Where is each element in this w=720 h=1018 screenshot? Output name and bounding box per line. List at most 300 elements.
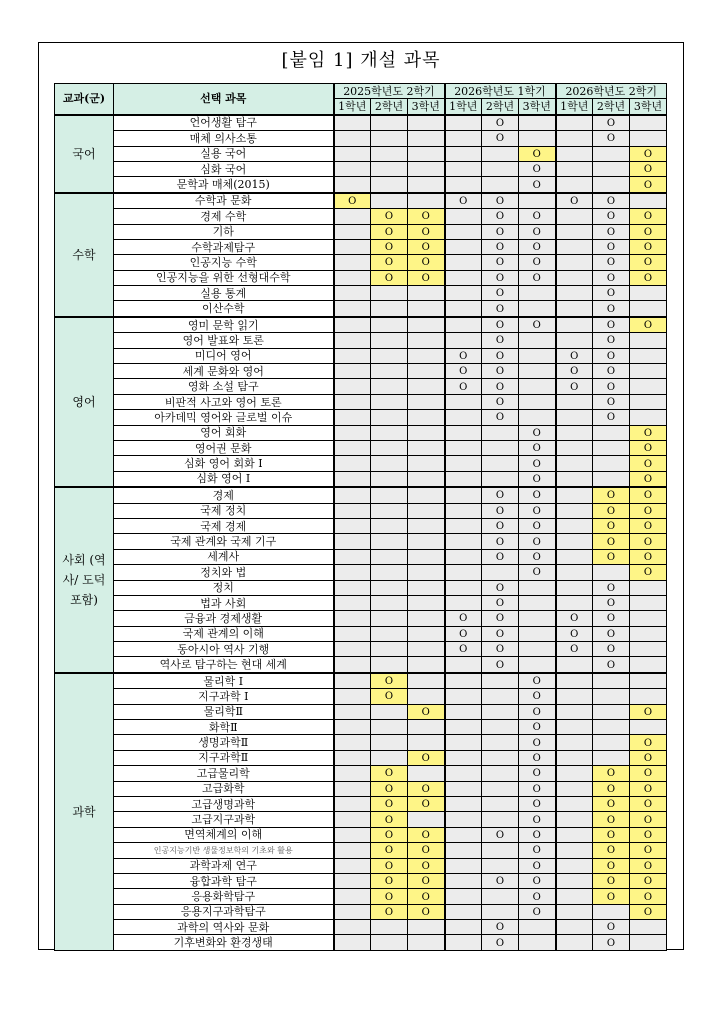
table-row <box>55 394 667 409</box>
offering-cell <box>445 642 482 657</box>
offering-cell <box>630 750 667 765</box>
header-grade: 3학년 <box>519 99 556 115</box>
subject-name: 실용 국어 <box>114 146 334 161</box>
table-row <box>55 735 667 750</box>
table-row <box>55 766 667 781</box>
offering-cell <box>630 720 667 735</box>
offering-cell <box>371 827 408 842</box>
offered-mark: O <box>495 133 505 145</box>
offering-cell <box>630 456 667 471</box>
offering-cell <box>630 642 667 657</box>
offered-mark: O <box>532 211 541 223</box>
offering-cell <box>371 503 408 518</box>
offering-cell <box>408 394 445 409</box>
offering-cell <box>371 889 408 904</box>
offering-cell <box>519 611 556 626</box>
subject-name: 세계사 <box>114 549 334 564</box>
offered-mark: O <box>384 845 394 857</box>
offered-mark: O <box>643 567 653 579</box>
offered-mark: O <box>495 381 505 393</box>
offering-cell <box>445 889 482 904</box>
offering-cell <box>556 161 593 176</box>
offering-cell <box>408 161 445 176</box>
group-name: 과학 <box>55 673 114 951</box>
offering-cell <box>593 534 630 549</box>
table-row <box>55 935 667 950</box>
table-row <box>55 425 667 440</box>
offering-cell <box>445 580 482 595</box>
offering-cell <box>519 781 556 796</box>
subject-name: 문학과 매체(2015) <box>114 177 334 193</box>
offered-mark: O <box>606 644 616 656</box>
offering-cell <box>334 255 371 270</box>
offering-cell <box>445 704 482 719</box>
offering-cell <box>519 131 556 146</box>
offering-cell <box>556 487 593 503</box>
offered-mark: O <box>495 350 505 362</box>
offering-cell <box>630 595 667 610</box>
table-row <box>55 858 667 873</box>
offering-cell <box>371 364 408 379</box>
offered-mark: O <box>532 551 541 563</box>
offering-cell <box>519 565 556 580</box>
table-row <box>55 889 667 904</box>
offering-cell <box>593 935 630 950</box>
offering-cell <box>334 270 371 285</box>
offered-mark: O <box>532 891 541 903</box>
offering-cell <box>371 440 408 455</box>
offering-cell <box>445 858 482 873</box>
offering-cell <box>630 518 667 533</box>
offered-mark: O <box>495 242 505 254</box>
offering-cell <box>519 301 556 317</box>
offering-cell <box>482 843 519 858</box>
offering-cell <box>371 843 408 858</box>
offering-cell <box>445 364 482 379</box>
offering-cell <box>630 224 667 239</box>
offering-cell <box>371 595 408 610</box>
offered-mark: O <box>421 891 430 903</box>
offering-cell <box>408 364 445 379</box>
offering-cell <box>408 626 445 641</box>
offering-cell <box>371 720 408 735</box>
table-row <box>55 796 667 811</box>
offered-mark: O <box>643 443 653 455</box>
offering-cell <box>334 394 371 409</box>
subject-name: 물리학Ⅱ <box>114 704 334 719</box>
offering-cell <box>408 487 445 503</box>
offering-cell <box>519 161 556 176</box>
offering-cell <box>371 471 408 487</box>
offering-cell <box>408 843 445 858</box>
offering-cell <box>630 209 667 224</box>
offering-cell <box>371 704 408 719</box>
offering-cell <box>482 503 519 518</box>
offered-mark: O <box>495 257 505 269</box>
group-name: 영어 <box>55 317 114 487</box>
offering-cell <box>334 518 371 533</box>
offering-cell <box>593 270 630 285</box>
offering-cell <box>408 333 445 348</box>
offering-cell <box>593 410 630 425</box>
offered-mark: O <box>495 490 505 502</box>
offering-cell <box>630 704 667 719</box>
offering-cell <box>334 364 371 379</box>
offering-cell <box>445 456 482 471</box>
offering-cell <box>556 580 593 595</box>
offering-cell <box>593 595 630 610</box>
offering-cell <box>408 503 445 518</box>
offering-cell <box>334 704 371 719</box>
offering-cell <box>519 317 556 333</box>
offering-cell <box>445 115 482 131</box>
offering-cell <box>519 827 556 842</box>
offered-mark: O <box>606 536 616 548</box>
offering-cell <box>593 255 630 270</box>
offering-cell <box>408 286 445 301</box>
offering-cell <box>593 379 630 394</box>
subject-name: 정치와 법 <box>114 565 334 580</box>
offering-cell <box>445 595 482 610</box>
offering-cell <box>519 456 556 471</box>
offering-cell <box>593 626 630 641</box>
offering-cell <box>334 766 371 781</box>
offering-cell <box>408 720 445 735</box>
offered-mark: O <box>495 226 505 238</box>
offered-mark: O <box>532 783 541 795</box>
offering-cell <box>408 224 445 239</box>
offering-cell <box>334 193 371 209</box>
offering-cell <box>593 518 630 533</box>
offering-cell <box>334 115 371 131</box>
offering-cell <box>334 440 371 455</box>
table-row <box>55 689 667 704</box>
offered-mark: O <box>421 799 430 811</box>
offered-mark: O <box>570 613 579 625</box>
offering-cell <box>593 301 630 317</box>
subject-name: 인공지능을 위한 선형대수학 <box>114 270 334 285</box>
header-grade: 2학년 <box>593 99 630 115</box>
offered-mark: O <box>384 691 394 703</box>
offering-cell <box>556 843 593 858</box>
offering-cell <box>630 394 667 409</box>
offering-cell <box>519 224 556 239</box>
offering-cell <box>630 827 667 842</box>
offering-cell <box>371 161 408 176</box>
table-row <box>55 224 667 239</box>
offering-cell <box>519 410 556 425</box>
subject-name: 비판적 사고와 영어 토론 <box>114 394 334 409</box>
offering-cell <box>371 301 408 317</box>
offered-mark: O <box>606 412 616 424</box>
offering-cell <box>408 580 445 595</box>
subject-name: 영어권 문화 <box>114 440 334 455</box>
offered-mark: O <box>384 257 394 269</box>
offered-mark: O <box>606 922 616 934</box>
offering-cell <box>408 131 445 146</box>
offering-cell <box>408 827 445 842</box>
table-row <box>55 812 667 827</box>
offering-cell <box>482 920 519 935</box>
offered-mark: O <box>532 845 541 857</box>
offering-cell <box>482 209 519 224</box>
offering-cell <box>556 317 593 333</box>
offering-cell <box>371 333 408 348</box>
offering-cell <box>445 796 482 811</box>
offering-cell <box>519 286 556 301</box>
offered-mark: O <box>421 860 430 872</box>
table-row <box>55 333 667 348</box>
header-grade: 1학년 <box>445 99 482 115</box>
offering-cell <box>630 333 667 348</box>
offering-cell <box>334 131 371 146</box>
offering-cell <box>334 146 371 161</box>
offered-mark: O <box>643 906 653 918</box>
offering-cell <box>445 161 482 176</box>
offering-cell <box>593 471 630 487</box>
subject-name: 기하 <box>114 224 334 239</box>
offering-cell <box>630 904 667 919</box>
offering-cell <box>556 333 593 348</box>
table-row <box>55 873 667 888</box>
offering-cell <box>556 286 593 301</box>
offering-cell <box>556 534 593 549</box>
table-row <box>55 456 667 471</box>
offering-cell <box>593 565 630 580</box>
offering-cell <box>630 146 667 161</box>
offering-cell <box>556 626 593 641</box>
offering-cell <box>334 611 371 626</box>
offering-cell <box>556 781 593 796</box>
offering-cell <box>371 812 408 827</box>
offered-mark: O <box>643 521 653 533</box>
offering-cell <box>408 565 445 580</box>
offered-mark: O <box>532 567 541 579</box>
offering-cell <box>408 239 445 254</box>
offering-cell <box>482 889 519 904</box>
offering-cell <box>445 873 482 888</box>
offered-mark: O <box>606 117 616 129</box>
table-row <box>55 642 667 657</box>
offering-cell <box>482 270 519 285</box>
offering-cell <box>556 766 593 781</box>
offering-cell <box>334 503 371 518</box>
subject-name: 과학의 역사와 문화 <box>114 920 334 935</box>
subject-name: 인공지능기반 생물정보학의 기초와 활용 <box>114 843 334 858</box>
subject-name: 영화 소설 탐구 <box>114 379 334 394</box>
offered-mark: O <box>421 783 430 795</box>
offering-cell <box>630 115 667 131</box>
offered-mark: O <box>643 768 653 780</box>
offering-cell <box>593 364 630 379</box>
offered-mark: O <box>421 706 430 718</box>
offered-mark: O <box>532 226 541 238</box>
offering-cell <box>519 115 556 131</box>
subject-name: 지구과학 I <box>114 689 334 704</box>
subject-name: 법과 사회 <box>114 595 334 610</box>
offered-mark: O <box>384 783 394 795</box>
table-row <box>55 379 667 394</box>
table-row <box>55 843 667 858</box>
offered-mark: O <box>459 350 468 362</box>
offering-cell <box>482 796 519 811</box>
offering-cell <box>593 487 630 503</box>
offered-mark: O <box>532 521 541 533</box>
offering-cell <box>593 333 630 348</box>
subject-name: 화학Ⅱ <box>114 720 334 735</box>
offered-mark: O <box>606 768 616 780</box>
offered-mark: O <box>495 829 505 841</box>
offering-cell <box>556 920 593 935</box>
offering-cell <box>593 348 630 363</box>
offering-cell <box>445 935 482 950</box>
offering-cell <box>556 177 593 193</box>
offering-cell <box>482 611 519 626</box>
offering-cell <box>482 873 519 888</box>
offering-cell <box>630 735 667 750</box>
offering-cell <box>482 812 519 827</box>
offering-cell <box>556 193 593 209</box>
offered-mark: O <box>643 226 653 238</box>
offering-cell <box>556 858 593 873</box>
offering-cell <box>593 704 630 719</box>
subject-name: 매체 의사소통 <box>114 131 334 146</box>
subject-name: 심화 국어 <box>114 161 334 176</box>
offering-cell <box>371 255 408 270</box>
offering-cell <box>408 177 445 193</box>
offering-cell <box>630 657 667 673</box>
offered-mark: O <box>384 272 394 284</box>
offering-cell <box>371 394 408 409</box>
offering-cell <box>556 889 593 904</box>
offering-cell <box>482 456 519 471</box>
offering-cell <box>371 410 408 425</box>
offering-cell <box>408 704 445 719</box>
offering-cell <box>630 580 667 595</box>
offering-cell <box>371 642 408 657</box>
offering-cell <box>371 115 408 131</box>
offering-cell <box>556 131 593 146</box>
offering-cell <box>482 626 519 641</box>
offering-cell <box>482 425 519 440</box>
offering-cell <box>482 440 519 455</box>
offered-mark: O <box>606 381 616 393</box>
offering-cell <box>334 843 371 858</box>
offering-cell <box>408 812 445 827</box>
table-row <box>55 781 667 796</box>
offered-mark: O <box>643 211 653 223</box>
offering-cell <box>334 456 371 471</box>
offering-cell <box>445 379 482 394</box>
offered-mark: O <box>459 381 468 393</box>
offering-cell <box>334 750 371 765</box>
offering-cell <box>556 873 593 888</box>
offering-cell <box>445 131 482 146</box>
offering-cell <box>482 239 519 254</box>
subject-name: 국제 경제 <box>114 518 334 533</box>
offering-cell <box>408 379 445 394</box>
offering-cell <box>408 796 445 811</box>
offering-cell <box>371 193 408 209</box>
offering-cell <box>482 704 519 719</box>
offered-mark: O <box>606 397 616 408</box>
offered-mark: O <box>643 860 653 872</box>
offering-cell <box>334 487 371 503</box>
offering-cell <box>408 889 445 904</box>
offering-cell <box>482 534 519 549</box>
offered-mark: O <box>532 737 541 749</box>
offering-cell <box>334 673 371 689</box>
offering-cell <box>593 657 630 673</box>
offering-cell <box>630 534 667 549</box>
offering-cell <box>371 750 408 765</box>
offered-mark: O <box>532 706 541 718</box>
subject-name: 경제 수학 <box>114 209 334 224</box>
offering-cell <box>593 735 630 750</box>
offered-mark: O <box>421 829 430 841</box>
offering-cell <box>334 301 371 317</box>
offering-cell <box>334 642 371 657</box>
offering-cell <box>593 904 630 919</box>
offering-cell <box>593 161 630 176</box>
offering-cell <box>519 904 556 919</box>
subject-name: 국제 정치 <box>114 503 334 518</box>
table-row <box>55 720 667 735</box>
offering-cell <box>334 812 371 827</box>
offering-cell <box>556 255 593 270</box>
offering-cell <box>630 379 667 394</box>
offering-cell <box>408 193 445 209</box>
offering-cell <box>445 549 482 564</box>
offered-mark: O <box>643 752 653 764</box>
offering-cell <box>371 146 408 161</box>
table-row <box>55 580 667 595</box>
offering-cell <box>556 379 593 394</box>
offering-cell <box>482 689 519 704</box>
offering-cell <box>556 673 593 689</box>
offering-cell <box>519 796 556 811</box>
offered-mark: O <box>606 937 616 949</box>
offering-cell <box>519 689 556 704</box>
offering-cell <box>519 333 556 348</box>
offering-cell <box>482 410 519 425</box>
offering-cell <box>482 904 519 919</box>
offering-cell <box>408 689 445 704</box>
offering-cell <box>482 317 519 333</box>
offering-cell <box>593 781 630 796</box>
offering-cell <box>408 456 445 471</box>
offering-cell <box>556 657 593 673</box>
offering-cell <box>408 471 445 487</box>
offered-mark: O <box>495 551 505 563</box>
header-semester: 2026학년도 2학기 <box>556 84 667 99</box>
offering-cell <box>445 781 482 796</box>
offering-cell <box>482 735 519 750</box>
offering-cell <box>371 177 408 193</box>
offering-cell <box>630 317 667 333</box>
offering-cell <box>593 146 630 161</box>
offering-cell <box>371 766 408 781</box>
offered-mark: O <box>643 427 653 439</box>
offering-cell <box>556 239 593 254</box>
offering-cell <box>445 348 482 363</box>
offering-cell <box>371 379 408 394</box>
offering-cell <box>334 735 371 750</box>
offering-cell <box>408 781 445 796</box>
offered-mark: O <box>606 799 616 811</box>
offering-cell <box>519 704 556 719</box>
table-row <box>55 131 667 146</box>
